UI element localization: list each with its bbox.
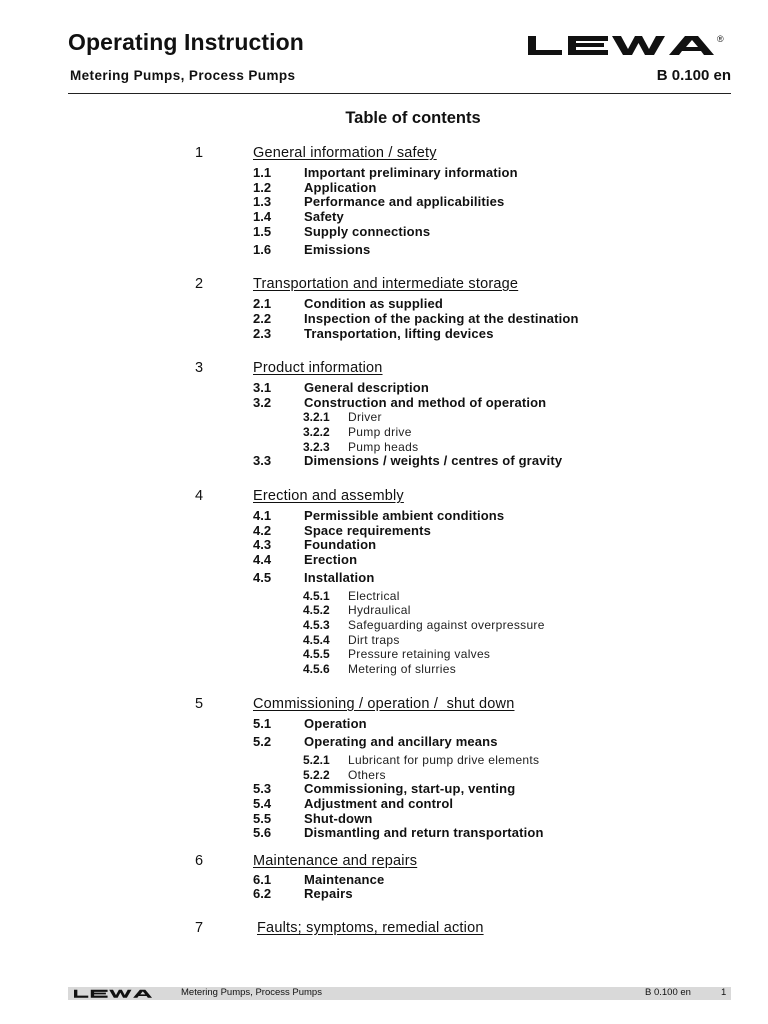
section-number: 1.3 bbox=[253, 194, 272, 209]
section-title: Dismantling and return transportation bbox=[304, 825, 544, 840]
document-code: B 0.100 en bbox=[656, 67, 731, 84]
footer-subtitle: Metering Pumps, Process Pumps bbox=[181, 987, 322, 998]
section-number: 5.2 bbox=[253, 734, 272, 749]
section-number: 5.4 bbox=[253, 796, 272, 811]
section-number: 1.6 bbox=[253, 242, 272, 257]
document-subtitle: Metering Pumps, Process Pumps bbox=[70, 68, 296, 83]
lewa-logo bbox=[528, 32, 733, 58]
section-title: Commissioning, start-up, venting bbox=[304, 781, 516, 796]
section-title: Repairs bbox=[304, 886, 353, 901]
section-title: Important preliminary information bbox=[304, 165, 518, 180]
section-number: 4.1 bbox=[253, 508, 272, 523]
subsection-title: Others bbox=[348, 768, 386, 782]
section-title: Erection bbox=[304, 552, 358, 567]
document-title: Operating Instruction bbox=[68, 29, 304, 55]
section-title: Transportation, lifting devices bbox=[304, 326, 494, 341]
subsection-number: 4.5.5 bbox=[303, 647, 330, 661]
section-title: Permissible ambient conditions bbox=[304, 508, 505, 523]
section-title: Condition as supplied bbox=[304, 296, 443, 311]
footer-document-code: B 0.100 en bbox=[645, 987, 691, 998]
section-title: Supply connections bbox=[304, 224, 431, 239]
chapter-title-link[interactable]: Product information bbox=[253, 360, 383, 376]
subsection-title: Lubricant for pump drive elements bbox=[348, 753, 540, 767]
subsection-title: Pressure retaining valves bbox=[348, 647, 491, 661]
footer-bar bbox=[68, 987, 731, 1000]
chapter-number: 2 bbox=[195, 276, 204, 292]
chapter-title-link[interactable]: Commissioning / operation / shut down bbox=[253, 696, 515, 712]
subsection-number: 3.2.2 bbox=[303, 425, 330, 439]
section-title: Emissions bbox=[304, 242, 371, 257]
chapter-title-link[interactable]: General information / safety bbox=[253, 145, 437, 161]
chapter-number: 7 bbox=[195, 920, 204, 936]
subsection-number: 4.5.3 bbox=[303, 618, 330, 632]
section-title: General description bbox=[304, 380, 429, 395]
chapter-number: 1 bbox=[195, 145, 204, 161]
section-number: 3.3 bbox=[253, 453, 272, 468]
section-title: Construction and method of operation bbox=[304, 395, 547, 410]
section-number: 5.3 bbox=[253, 781, 272, 796]
section-title: Application bbox=[304, 180, 377, 195]
chapter-title-link[interactable]: Maintenance and repairs bbox=[253, 853, 418, 869]
section-number: 6.2 bbox=[253, 886, 272, 901]
section-number: 5.6 bbox=[253, 825, 272, 840]
section-number: 4.4 bbox=[253, 552, 272, 567]
chapter-number: 5 bbox=[195, 696, 204, 712]
section-number: 5.5 bbox=[253, 811, 272, 826]
section-number: 1.5 bbox=[253, 224, 272, 239]
section-number: 2.1 bbox=[253, 296, 272, 311]
subsection-number: 5.2.1 bbox=[303, 753, 330, 767]
section-number: 5.1 bbox=[253, 716, 272, 731]
section-number: 2.2 bbox=[253, 311, 272, 326]
subsection-number: 5.2.2 bbox=[303, 768, 330, 782]
section-title: Performance and applicabilities bbox=[304, 194, 505, 209]
toc-heading: Table of contents bbox=[345, 109, 481, 127]
subsection-number: 3.2.3 bbox=[303, 440, 330, 454]
section-title: Dimensions / weights / centres of gravity bbox=[304, 453, 563, 468]
section-number: 1.2 bbox=[253, 180, 272, 195]
section-title: Space requirements bbox=[304, 523, 431, 538]
section-title: Safety bbox=[304, 209, 344, 224]
chapter-number: 3 bbox=[195, 360, 204, 376]
subsection-title: Driver bbox=[348, 410, 382, 424]
subsection-title: Metering of slurries bbox=[348, 662, 457, 676]
footer-lewa-logo bbox=[74, 988, 160, 999]
section-number: 3.1 bbox=[253, 380, 272, 395]
section-title: Operation bbox=[304, 716, 367, 731]
section-number: 3.2 bbox=[253, 395, 272, 410]
section-title: Shut-down bbox=[304, 811, 373, 826]
subsection-title: Pump heads bbox=[348, 440, 419, 454]
registered-mark: ® bbox=[717, 34, 724, 44]
subsection-number: 4.5.4 bbox=[303, 633, 330, 647]
subsection-title: Hydraulical bbox=[348, 603, 411, 617]
subsection-number: 4.5.6 bbox=[303, 662, 330, 676]
section-title: Foundation bbox=[304, 537, 377, 552]
chapter-title-link[interactable]: Erection and assembly bbox=[253, 488, 404, 504]
chapter-number: 4 bbox=[195, 488, 204, 504]
subsection-number: 4.5.1 bbox=[303, 589, 330, 603]
subsection-title: Dirt traps bbox=[348, 633, 400, 647]
section-number: 6.1 bbox=[253, 872, 272, 887]
section-title: Maintenance bbox=[304, 872, 385, 887]
section-number: 4.2 bbox=[253, 523, 272, 538]
section-number: 4.5 bbox=[253, 570, 272, 585]
subsection-title: Electrical bbox=[348, 589, 400, 603]
section-number: 1.1 bbox=[253, 165, 272, 180]
chapter-title-link[interactable]: Faults; symptoms, remedial action bbox=[257, 920, 484, 936]
chapter-number: 6 bbox=[195, 853, 204, 869]
section-number: 2.3 bbox=[253, 326, 272, 341]
section-number: 4.3 bbox=[253, 537, 272, 552]
section-number: 1.4 bbox=[253, 209, 272, 224]
subsection-title: Safeguarding against overpressure bbox=[348, 618, 545, 632]
chapter-title-link[interactable]: Transportation and intermediate storage bbox=[253, 276, 519, 292]
subsection-number: 4.5.2 bbox=[303, 603, 330, 617]
page-number: 1 bbox=[721, 987, 727, 998]
section-title: Inspection of the packing at the destination bbox=[304, 311, 579, 326]
header-divider bbox=[68, 93, 731, 94]
subsection-number: 3.2.1 bbox=[303, 410, 330, 424]
section-title: Installation bbox=[304, 570, 375, 585]
section-title: Adjustment and control bbox=[304, 796, 454, 811]
section-title: Operating and ancillary means bbox=[304, 734, 498, 749]
subsection-title: Pump drive bbox=[348, 425, 412, 439]
